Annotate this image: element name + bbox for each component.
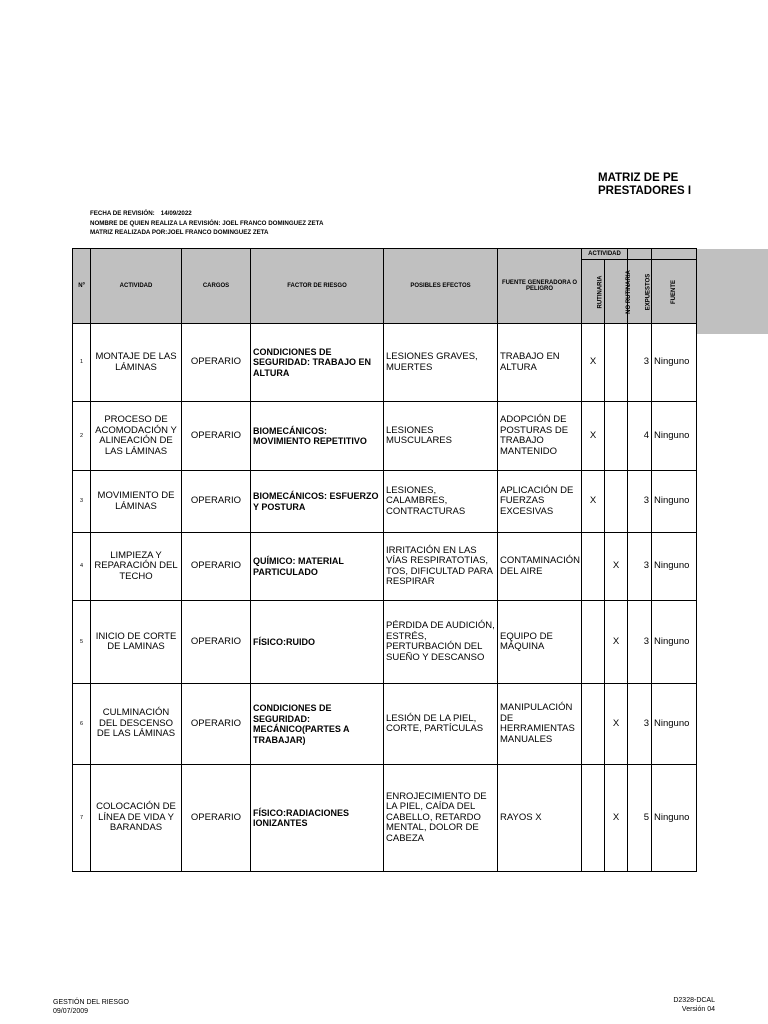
cell-factor-riesgo: QUÍMICO: MATERIAL PARTICULADO [251,533,384,601]
document-title [598,172,768,198]
cell-fuente: Ninguno [652,684,697,765]
footer-date: 09/07/2009 [53,1007,89,1015]
cell-fuente-generadora: APLICACIÓN DE FUERZAS EXCESIVAS [498,471,582,533]
header-rutinaria-label: RUTINARIA [597,275,604,308]
table-row [73,402,697,471]
cell-expuestos: 3 [628,684,652,765]
cell-fuente-generadora: RAYOS X [498,765,582,872]
header-num: Nº [73,249,91,324]
footer-department: GESTIÓN DEL RIESGO [53,999,129,1006]
row-number: 2 [73,402,91,471]
cell-rutinaria: X [582,471,605,533]
table-row [73,601,697,684]
header-fuente [652,260,697,324]
row-number: 6 [73,684,91,765]
group-header-row [73,249,697,260]
header-rutinaria [582,260,605,324]
row-number: 4 [73,533,91,601]
footer-version: Versión 04 [681,1005,715,1013]
header-cargos: CARGOS [182,249,251,324]
header-actividad: ACTIVIDAD [91,249,182,324]
row-number: 3 [73,471,91,533]
cell-no-rutinaria: X [605,533,628,601]
cell-expuestos: 3 [628,533,652,601]
cell-fuente: Ninguno [652,324,697,402]
cell-factor-riesgo: BIOMECÁNICOS: ESFUERZO Y POSTURA [251,471,384,533]
cell-expuestos: 4 [628,402,652,471]
cell-cargos: OPERARIO [182,601,251,684]
cell-no-rutinaria [605,471,628,533]
table-row [73,533,697,601]
cell-factor-riesgo: FÍSICO:RUIDO [251,601,384,684]
row-number: 5 [73,601,91,684]
revision-date-value: 14/09/2022 [160,210,192,217]
cell-fuente: Ninguno [652,601,697,684]
row-number: 1 [73,324,91,402]
footer-left [53,999,129,1016]
title-line-1: MATRIZ DE PE [598,172,679,184]
header-fill-block [696,249,768,334]
cell-fuente-generadora: CONTAMINACIÓN DEL AIRE [498,533,582,601]
header-no-rutinaria-label: NO RUTINARIA [625,269,632,314]
cell-posibles-efectos: LESIONES GRAVES, MUERTES [384,324,498,402]
cell-rutinaria [582,765,605,872]
header-expuestos-label: EXPUESTOS [645,273,652,310]
revision-date-line [90,209,323,219]
cell-factor-riesgo: FÍSICO:RADIACIONES IONIZANTES [251,765,384,872]
cell-fuente-generadora: MANIPULACIÓN DE HERRAMIENTAS MANUALES [498,684,582,765]
footer-document-code: D2328-DCAL [673,997,715,1004]
cell-actividad: MOVIMIENTO DE LÁMINAS [91,471,182,533]
cell-rutinaria [582,533,605,601]
cell-actividad: CULMINACIÓN DEL DESCENSO DE LAS LÁMINAS [91,684,182,765]
cell-fuente-generadora: ADOPCIÓN DE POSTURAS DE TRABAJO MANTENIDO [498,402,582,471]
cell-actividad: INICIO DE CORTE DE LAMINAS [91,601,182,684]
cell-posibles-efectos: ENROJECIMIENTO DE LA PIEL, CAÍDA DEL CABELLO, RETARDO MENTAL, DOLOR DE CABEZA [384,765,498,872]
header-posibles-efectos: POSIBLES EFECTOS [384,249,498,324]
cell-posibles-efectos: LESIÓN DE LA PIEL, CORTE, PARTÍCULAS [384,684,498,765]
cell-fuente-generadora: EQUIPO DE MÁQUINA [498,601,582,684]
cell-expuestos: 3 [628,324,652,402]
title-line-2: PRESTADORES I [598,185,692,197]
footer-right [673,997,715,1014]
cell-rutinaria [582,601,605,684]
cell-no-rutinaria [605,402,628,471]
row-number: 7 [73,765,91,872]
cell-actividad: COLOCACIÓN DE LÍNEA DE VIDA Y BARANDAS [91,765,182,872]
cell-fuente: Ninguno [652,471,697,533]
cell-expuestos: 5 [628,765,652,872]
cell-no-rutinaria [605,324,628,402]
cell-factor-riesgo: CONDICIONES DE SEGURIDAD: MECÁNICO(PARTES A TRABAJAR) [251,684,384,765]
risk-matrix-table [72,248,697,872]
cell-factor-riesgo: BIOMECÁNICOS: MOVIMIENTO REPETITIVO [251,402,384,471]
cell-actividad: LIMPIEZA Y REPARACIÓN DEL TECHO [91,533,182,601]
author-label: MATRIZ REALIZADA POR: [90,229,168,236]
header-expuestos-top [628,249,652,260]
author-value: JOEL FRANCO DOMINGUEZ ZETA [167,229,269,236]
cell-posibles-efectos: LESIONES MUSCULARES [384,402,498,471]
reviewer-line [90,219,323,229]
cell-no-rutinaria: X [605,684,628,765]
reviewer-label: NOMBRE DE QUIEN REALIZA LA REVISIÓN: [90,219,221,227]
cell-fuente-generadora: TRABAJO EN ALTURA [498,324,582,402]
cell-no-rutinaria: X [605,765,628,872]
header-actividad-group: ACTIVIDAD [582,249,628,260]
cell-rutinaria [582,684,605,765]
cell-fuente: Ninguno [652,402,697,471]
reviewer-value: JOEL FRANCO DOMINGUEZ ZETA [222,219,324,227]
header-fuente-label: FUENTE [671,279,678,304]
revision-date-label: FECHA DE REVISIÓN: [90,210,155,217]
header-no-rutinaria [605,260,632,324]
cell-posibles-efectos: IRRITACIÓN EN LAS VÍAS RESPIRATOTIAS, TOS, DIFICULTAD PARA RESPIRAR [384,533,498,601]
cell-cargos: OPERARIO [182,533,251,601]
cell-no-rutinaria: X [605,601,628,684]
cell-cargos: OPERARIO [182,324,251,402]
cell-cargos: OPERARIO [182,765,251,872]
cell-fuente: Ninguno [652,765,697,872]
header-fuente-generadora: FUENTE GENERADORA O PELIGRO [498,249,582,324]
cell-cargos: OPERARIO [182,684,251,765]
cell-actividad: PROCESO DE ACOMODACIÓN Y ALINEACIÓN DE LAS LÁMINAS [91,402,182,471]
header-factor-riesgo: FACTOR DE RIESGO [251,249,384,324]
cell-expuestos: 3 [628,601,652,684]
cell-actividad: MONTAJE DE LAS LÁMINAS [91,324,182,402]
cell-rutinaria: X [582,402,605,471]
revision-info [90,209,323,238]
cell-posibles-efectos: PÉRDIDA DE AUDICIÓN, ESTRÉS, PERTURBACIÓN DEL SUEÑO Y DESCANSO [384,601,498,684]
table-row [73,765,697,872]
cell-fuente: Ninguno [652,533,697,601]
cell-factor-riesgo: CONDICIONES DE SEGURIDAD: TRABAJO EN ALTURA [251,324,384,402]
cell-expuestos: 3 [628,471,652,533]
cell-posibles-efectos: LESIONES, CALAMBRES, CONTRACTURAS [384,471,498,533]
table-row [73,324,697,402]
header-fuente-top [652,249,697,260]
cell-cargos: OPERARIO [182,402,251,471]
table-row [73,471,697,533]
author-line [90,228,323,238]
table-row [73,684,697,765]
cell-cargos: OPERARIO [182,471,251,533]
cell-rutinaria: X [582,324,605,402]
